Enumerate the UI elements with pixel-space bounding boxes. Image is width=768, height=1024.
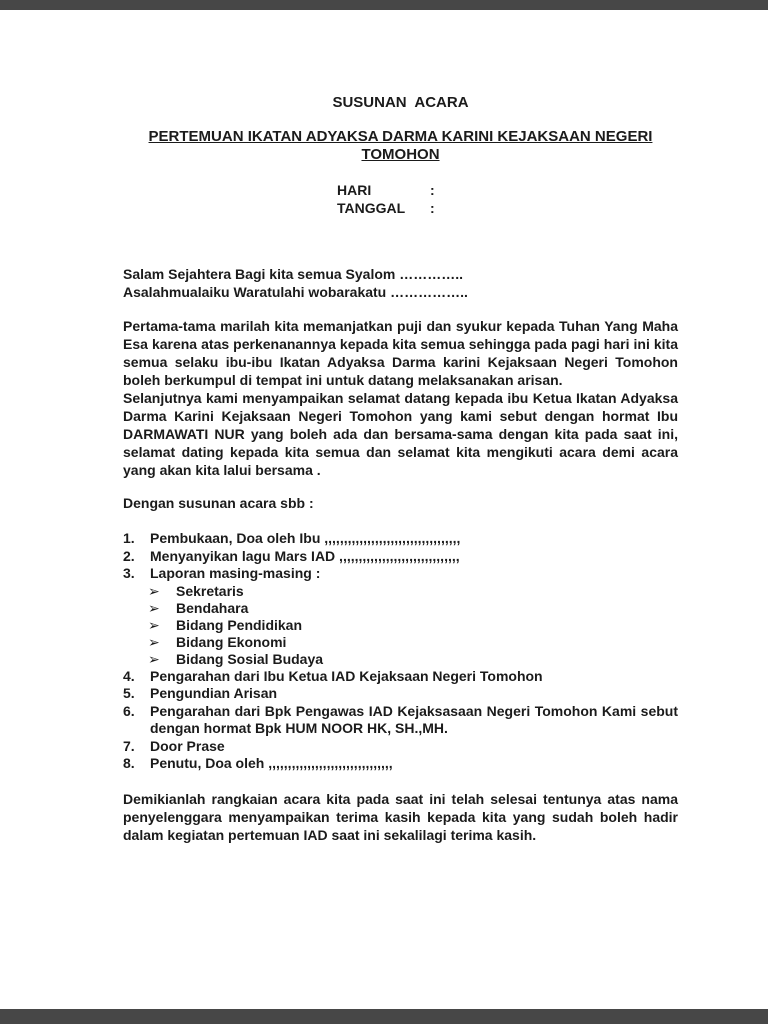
meta-fields — [337, 181, 678, 217]
document-subtitle — [123, 128, 678, 164]
document-title: SUSUNAN ACARA — [332, 94, 469, 111]
sub-item-sekretaris-label: Sekretaris — [176, 582, 244, 599]
greeting-line-1: Salam Sejahtera Bagi kita semua Syalom ………….. — [123, 266, 464, 282]
sub-item-bendahara — [148, 600, 678, 617]
page-bottom-edge — [0, 1009, 768, 1024]
agenda-item-3-number: 3. — [123, 565, 135, 581]
agenda-item-4 — [123, 668, 678, 686]
agenda-item-5-text: Pengundian Arisan — [150, 685, 278, 701]
agenda-item-8-number: 8. — [123, 755, 135, 771]
document-page — [123, 0, 678, 844]
paragraph-welcome-after: yang boleh ada dan bersama-sama dengan kita pada saat ini, selamat dating kepada kita semua dan selamat kita mengikuti acara demi acara yang akan kita lalui bersama . — [123, 426, 678, 478]
sub-item-bidang-pendidikan — [148, 617, 678, 634]
sub-item-bidang-sosial-budaya-label: Bidang Sosial Budaya — [176, 650, 324, 667]
agenda-item-2-text: Menyanyikan lagu Mars IAD ,,,,,,,,,,,,,,,,,,,,,,,,,,,,,,, — [150, 547, 460, 564]
agenda-item-4-number: 4. — [123, 667, 135, 684]
greeting-line-2: Asalahmualaiku Waratulahi wobarakatu …………….. — [123, 284, 468, 300]
greetings-block — [123, 265, 678, 301]
agenda-item-3 — [123, 565, 678, 583]
agenda-item-8-text: Penutu, Doa oleh ,,,,,,,,,,,,,,,,,,,,,,,,,,,,,,,, — [150, 755, 393, 771]
sub-item-sekretaris — [148, 583, 678, 600]
field-hari — [337, 181, 678, 199]
agenda-item-6 — [123, 703, 678, 738]
agenda-item-8 — [123, 755, 678, 773]
document-subtitle-text: PERTEMUAN IKATAN ADYAKSA DARMA KARINI KEJAKSAAN NEGERI TOMOHON — [148, 128, 653, 163]
agenda-item-7 — [123, 738, 678, 756]
paragraph-welcome-before: Selanjutnya kami menyampaikan selamat datang kepada ibu Ketua Ikatan Adyaksa Darma Karini Kejaksaan Negeri Tomohon yang kami sebut dengan hormat Ibu — [123, 390, 678, 424]
field-tanggal — [337, 199, 678, 217]
closing-paragraph: Demikianlah rangkaian acara kita pada saat ini telah selesai tentunya atas nama penyelenggara menyampaikan terima kasih kepada kita yang sudah boleh hadir dalam kegiatan pertemuan IAD saat ini sekalilagi terima kasih. — [123, 790, 678, 843]
sub-item-bidang-ekonomi-label: Bidang Ekonomi — [176, 633, 287, 650]
arrow-bullet-icon: ➢ — [148, 650, 160, 667]
sub-item-bidang-ekonomi — [148, 634, 678, 651]
agenda-list — [123, 530, 678, 773]
agenda-item-6-text: Pengarahan dari Bpk Pengawas IAD Kejaksasaan Negeri Tomohon Kami sebut dengan hormat Bpk HUM NOOR HK, SH.,MH. — [150, 702, 678, 736]
field-hari-label: HARI — [337, 182, 372, 198]
agenda-heading: Dengan susunan acara sbb : — [123, 495, 314, 511]
agenda-item-5-number: 5. — [123, 685, 135, 701]
arrow-bullet-icon: ➢ — [148, 599, 160, 616]
honored-guest-name: DARMAWATI NUR — [123, 426, 245, 442]
sub-item-bendahara-label: Bendahara — [176, 599, 249, 616]
agenda-item-3-text: Laporan masing-masing : — [150, 565, 321, 581]
agenda-item-1-number: 1. — [123, 530, 135, 546]
agenda-item-2-number: 2. — [123, 547, 135, 564]
sub-item-bidang-sosial-budaya — [148, 651, 678, 668]
arrow-bullet-icon: ➢ — [148, 582, 160, 599]
agenda-item-2 — [123, 548, 678, 566]
arrow-bullet-icon: ➢ — [148, 616, 160, 633]
sub-item-bidang-pendidikan-label: Bidang Pendidikan — [176, 616, 303, 633]
report-sub-list — [148, 583, 678, 668]
agenda-item-7-number: 7. — [123, 737, 135, 754]
field-tanggal-colon: : — [430, 200, 435, 216]
paragraph-welcome — [123, 389, 678, 479]
paragraph-opening: Pertama-tama marilah kita memanjatkan puji dan syukur kepada Tuhan Yang Maha Esa karena atas perkenanannya kepada kita semua sehingga pada pagi hari ini kita semua selaku ibu-ibu Ikatan Adyaksa Darma karini Kejaksaan Negeri Tomohon boleh berkumpul di tempat ini untuk datang melaksanakan arisan. — [123, 318, 678, 388]
arrow-bullet-icon: ➢ — [148, 633, 160, 650]
field-hari-colon: : — [430, 182, 435, 198]
agenda-item-1-text: Pembukaan, Doa oleh Ibu ,,,,,,,,,,,,,,,,,,,,,,,,,,,,,,,,,,, — [150, 530, 461, 546]
agenda-item-6-number: 6. — [123, 702, 135, 719]
agenda-item-1 — [123, 530, 678, 548]
agenda-item-5 — [123, 685, 678, 703]
agenda-item-7-text: Door Prase — [150, 737, 225, 754]
agenda-item-4-text: Pengarahan dari Ibu Ketua IAD Kejaksaan Negeri Tomohon — [150, 667, 543, 684]
field-tanggal-label: TANGGAL — [337, 200, 406, 216]
